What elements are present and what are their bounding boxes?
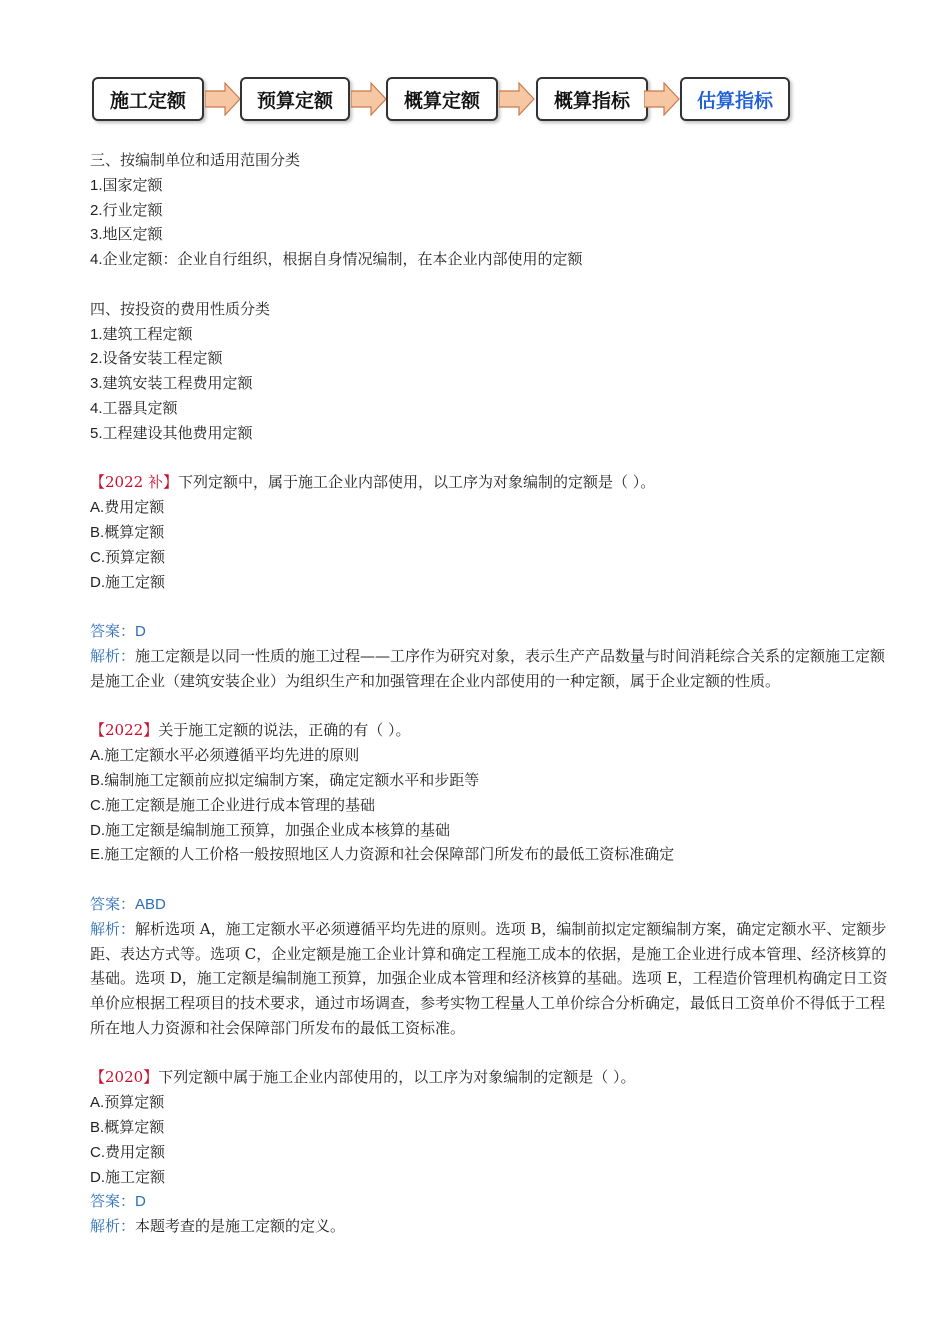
list-item: 4.企业定额：企业自行组织，根据自身情况编制，在本企业内部使用的定额 bbox=[90, 250, 583, 269]
question-stem: 【2022】关于施工定额的说法，正确的有（ ）。 bbox=[90, 721, 411, 740]
question-option: D.施工定额 bbox=[90, 572, 166, 591]
flow-arrow-1 bbox=[205, 82, 241, 116]
question-stem: 【2020】下列定额中属于施工企业内部使用的，以工序为对象编制的定额是（ ）。 bbox=[90, 1068, 636, 1087]
flow-box-assessment-index: 估算指标 bbox=[680, 77, 790, 121]
question-stem: 【2022 补】下列定额中，属于施工企业内部使用，以工序为对象编制的定额是（ ）。 bbox=[90, 473, 656, 492]
section-title: 四、按投资的费用性质分类 bbox=[90, 299, 271, 318]
list-item: 4.工器具定额 bbox=[90, 398, 178, 417]
flow-box-estimate-quota: 概算定额 bbox=[386, 77, 498, 121]
question-option: A.费用定额 bbox=[90, 498, 165, 517]
list-item: 1.国家定额 bbox=[90, 175, 163, 194]
answer-line: 答案：ABD bbox=[90, 894, 166, 913]
question-option: D.施工定额是编制施工预算，加强企业成本核算的基础 bbox=[90, 820, 451, 839]
answer-line: 答案：D bbox=[90, 1192, 146, 1211]
flow-box-construction-quota: 施工定额 bbox=[92, 77, 204, 121]
question-option: D.施工定额 bbox=[90, 1167, 166, 1186]
question-option: B.编制施工定额前应拟定编制方案，确定定额水平和步距等 bbox=[90, 770, 480, 789]
list-item: 5.工程建设其他费用定额 bbox=[90, 423, 253, 442]
question-option: A.预算定额 bbox=[90, 1093, 165, 1112]
flow-arrow-4 bbox=[644, 82, 680, 116]
question-year-tag: 【2022 补】 bbox=[90, 473, 178, 492]
question-option: B.概算定额 bbox=[90, 522, 165, 541]
flow-box-estimate-index: 概算指标 bbox=[536, 77, 648, 121]
analysis-paragraph: 解析：解析选项 A，施工定额水平必须遵循平均先进的原则。选项 B，编制前拟定定额编制方案，确定定额水平、定额步距、表达方式等。选项 C，企业定额是施工企业计算和确定工程施工成本的依据，是施工企业进行成本管理、经济核算的基础。选项 D，施工定额是编制施工预算，加强企业成本管理和经济核算的基础。选项 E，工程造价管理机构确定日工资单价应根据工程项目的技术要求，通过市场调查，参考实物工程量人工单价综合分析确定，最低日工资单价不得低于工程所在地人力资源和社会保障部门所发布的最低工资标准。 bbox=[90, 919, 888, 1037]
question-option: C.费用定额 bbox=[90, 1142, 166, 1161]
list-item: 1.建筑工程定额 bbox=[90, 324, 193, 343]
section-title: 三、按编制单位和适用范围分类 bbox=[90, 151, 301, 169]
flow-box-budget-quota: 预算定额 bbox=[240, 77, 350, 121]
question-year-tag: 【2020】 bbox=[90, 1068, 159, 1087]
list-item: 3.建筑安装工程费用定额 bbox=[90, 374, 253, 393]
list-item: 2.设备安装工程定额 bbox=[90, 349, 223, 368]
list-item: 3.地区定额 bbox=[90, 225, 163, 244]
list-item: 2.行业定额 bbox=[90, 200, 163, 219]
flow-arrow-3 bbox=[499, 82, 535, 116]
document-body bbox=[90, 148, 890, 1239]
question-option: C.预算定额 bbox=[90, 547, 166, 566]
analysis-paragraph: 解析：施工定额是以同一性质的施工过程——工序作为研究对象，表示生产产品数量与时间消耗综合关系的定额施工定额是施工企业（建筑安装企业）为组织生产和加强管理在企业内部使用的一种定额，属于企业定额的性质。 bbox=[90, 646, 886, 690]
question-year-tag: 【2022】 bbox=[90, 721, 159, 740]
question-option: E.施工定额的人工价格一般按照地区人力资源和社会保障部门所发布的最低工资标准确定 bbox=[90, 845, 675, 864]
quota-flow-diagram bbox=[92, 74, 802, 126]
answer-line: 答案：D bbox=[90, 622, 146, 641]
question-option: A.施工定额水平必须遵循平均先进的原则 bbox=[90, 746, 360, 765]
flow-arrow-2 bbox=[351, 82, 387, 116]
question-option: C.施工定额是施工企业进行成本管理的基础 bbox=[90, 795, 376, 814]
question-option: B.概算定额 bbox=[90, 1118, 165, 1137]
analysis-paragraph: 解析：本题考查的是施工定额的定义。 bbox=[90, 1217, 346, 1236]
